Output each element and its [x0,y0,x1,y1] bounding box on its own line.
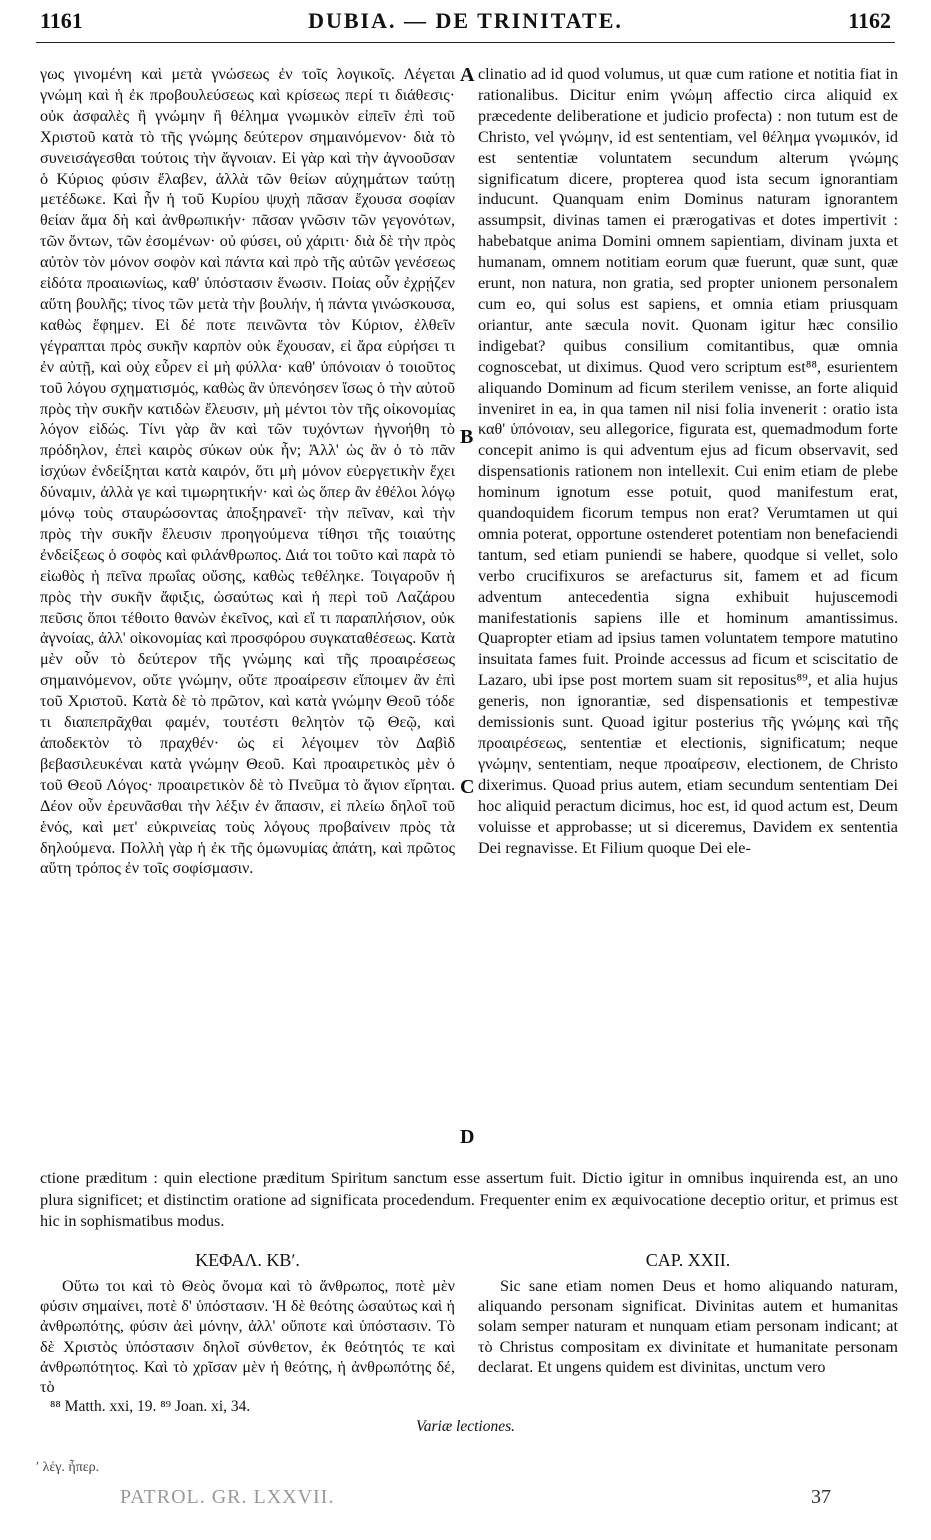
chapter-heading-latin: CAP. XXII. [645,1250,731,1270]
footnotes: ⁸⁸ Matth. xxi, 19. ⁸⁹ Joan. xi, 34. [50,1398,251,1415]
latin-text: clinatio ad id quod volumus, ut quæ cum ratione et notitia fiat in rationalibus. Dicitur enim γνώμη affectio circa aliquid ex præcedente deliberatione et judicio profecta) : non tutum est de Christo, vel γνώμην, id est sententiam, vel θέλημα γνωμικόν, id est sententiæ voluntatem secundum alterum γνώμης significatum dicere, propterea quod ista secum ignorantiam inducunt. Quanquam enim Dominus naturam ignorantem assumpsit, divinas tamen ei prærogativas et dotes impertivit : habebatque anima Domini omnem sapientiam, divinam juxta et humanam, omnem notitiam eorum quæ fuerunt, quæ sunt, quæ erunt, non natura, non gratia, sed propter unionem personalem cum eo, qui solus est sapiens, et omnia etiam priusquam oriantur, ante sæcula novit. Quonam igitur hæc consilio indigebat? quibus consilium comitantibus, quæ omnia cognoscebat, ut diximus. Quod vero scriptum est⁸⁸, esurientem aliquando Dominum ad ficum sterilem venisse, an forte aliquid inveniret in ea, in qua tamen nil nisi folia invenerit : oratio ista καθ' ὑπόνοιαν, seu allegorice, figurata est, quemadmodum forte concepit animo is qui adventum ejus ad ficum observavit, sed dispensationis rationem non intellexit. Cui enim etiam de plebe hominum ignotum esse potuit, quod manifestum erat, quandoquidem ficorum tempus non erat? Verumtamen ut qui omnia poterat, opportune ostenderet potentiam non benefaciendi tantum, sed etiam puniendi se habere, quodque si vellet, solo verbo crucifixuros se arefacturus sit, famem et ad ficum adventum antecedentia signa exhibuit hujuscemodi manifestationis sapiens ille et hominum amantissimus. Quapropter etiam ad ipsius tamen voluntatem tempore matutino insuitata fames fuit. Proinde accessus ad ficum et sciscitatio de Lazaro, ubi ipse post mortem suam sit repositus⁸⁹, et alia hujus generis, non ignorantiæ, sed dispensationis et tempestivæ demissionis sunt. Quoad igitur posterius τῆς γνώμης καὶ τῆς προαιρέσεως, sententiæ et electionis, significatum; neque γνώμην, sententiam, neque προαίρεσιν, electionem, de Christo dixerimus. Quoad prius autem, etiam secundum sententiam Dei hoc aliquid peractum dicimus, hoc est, id quod actum est, Deum voluisse et approbasse; ut si diceremus, Davidem ex sententia Dei regnavisse. Et Filium quoque Dei ele- [478,65,898,857]
header-title: DUBIA. — DE TRINITATE. [308,8,623,33]
page-number-left: 1161 [40,8,83,33]
header-rule [36,42,895,43]
margin-letter-b: B [460,426,474,448]
signature-mark: PATROL. GR. LXXVII. [120,1486,335,1508]
full-width-paragraph: ctione præditum : quin electione præditum Spiritum sanctum esse assertum fuit. Dictio igitur in omnibus inquirenda est, an uno plura significet; et distinctim oratione ad significata procedendum. Frequenter enim ex æquivocatione deceptio oritur, et primus est hic in sophismatibus modus. [40,1169,898,1230]
latin-column [478,64,898,858]
chapter-heading-greek: ΚΕΦΑΛ. ΚΒʹ. [195,1250,300,1270]
margin-letter-d: D [460,1126,475,1148]
chapter-latin-text: Sic sane etiam nomen Deus et homo aliquando naturam, aliquando personam significat. Divinitas autem et humanitas solam semper naturam et nunquam etiam personam indicant; at τὸ Christus compositam ex divinitate et humanitate personam declarat. Et ungens quidem est divinitas, unctum vero [478,1277,898,1376]
chapter-greek-text: Οὕτω τοι καὶ τὸ Θεὸς ὄνομα καὶ τὸ ἄνθρωπος, ποτὲ μὲν φύσιν σημαίνει, ποτὲ δ' ὑπόστασιν. Ἡ δὲ θεότης ὡσαύτως καὶ ἡ ἀνθρωπότης, φύσιν ἀεὶ μόνην, ἀλλ' οὔποτε καὶ ὑπόστασιν. Τὸ δὲ Χριστὸς ὑπόστασιν δηλοῖ σύνθετον, ἐκ θεότητός τε καὶ ἀνθρωπότητος. Καὶ τὸ χρῖσαν μὲν ἡ θεότης, ἡ ἀνθρωπότης δέ, τὸ [40,1277,455,1397]
folio-number: 37 [811,1486,831,1508]
greek-text: γως γινομένη καὶ μετὰ γνώσεως ἐν τοῖς λογικοῖς. Λέγεται γνώμη καὶ ἡ ἐκ προβουλεύσεως καὶ κρίσεως περί τι διάθεσις· οὐκ ἀσφαλὲς ἢ γνώμην ἢ θέλημα γνωμικὸν εἰπεῖν ἐπὶ τοῦ Χριστοῦ κατὰ τὸ τῆς γνώμης δεύτερον σημαινόμενον· διὰ τὸ συνεισάγεσθαι τούτοις τὴν ἄγνοιαν. Εἰ γὰρ καὶ τὴν ἀγνοοῦσαν ὁ Κύριος φύσιν ἔλαβεν, ἀλλὰ τῶν θείων αὐχημάτων ταύτῃ μετέδωκε. Καὶ ἦν ἡ τοῦ Κυρίου ψυχὴ πᾶσαν ἔχουσα σοφίαν θείαν ἅμα δὴ καὶ ἀνθρωπικήν· πᾶσαν γνῶσιν τῶν γεγονότων, τῶν ὄντων, τῶν ἐσομένων· οὐ φύσει, οὐ χάριτι· διὰ δὲ τὴν πρὸς αὐτὸν τὸν μόνον σοφὸν καὶ πάντα καὶ πρὸ τῆς αὐτῶν γενέσεως εἰδότα προαιωνίως, καθ' ὑπόστασιν ἕνωσιν. Ποίας οὖν ἐχρῄζεν αὕτη βουλῆς; τίνος τῶν μετὰ τὴν βουλήν, ἡ πάντα γινώσκουσα, καθὼς ἔφημεν. Εἰ δέ ποτε πεινῶντα τὸν Κύριον, ἐλθεῖν γέγραπται πρὸς συκῆν καρπὸν οὐκ ἔχουσαν, εἰ ἄρα εὑρήσει τι ἐν αὐτῇ, καὶ οὐχ εὗρεν εἰ μὴ φύλλα· καθ' ὑπόνοιαν ὁ τοιοῦτος τοῦ λόγου σχηματισμός, καθὼς ἂν ὑπενόησεν ἴσως ὁ τὴν αὐτοῦ πρὸς τὴν συκῆν κατιδὼν ἔλευσιν, μὴ μέντοι τὸν τῆς οἰκονομίας λόγον εἰδώς. Τίνι γὰρ ἂν καὶ τῶν τυχόντων ἠγνοήθη τὸ πρόδηλον, ἐπεὶ καιρὸς σύκων οὐκ ἦν; Ἀλλ' ὡς ἂν ὁ τὸ πᾶν ἰσχύων ἐνδείξηται κατὰ καιρόν, ὅτι μὴ μόνον εὐεργετικὴν ἔχει δύναμιν, ἀλλὰ γε καὶ τιμωρητικήν· καὶ ὡς ὅπερ ἂν ἐθέλοι λόγῳ μόνῳ τοὺς σταυρώσοντας ἀποξηρανεῖ· τὴν πεῖναν, καὶ τὴν πρὸς τὴν συκῆν ἔλευσιν προηγούμενα τίθησι τῆς τοιαύτης ἐνδείξεως ὁ σοφὸς καὶ φιλάνθρωπος. Διά τοι τοῦτο καὶ παρὰ τὸ εἰωθὸς ἡ πεῖνα πρωΐας οὔσης, καθὼς τεθέληκε. Τοιγαροῦν ἡ πρὸς τὴν συκῆν ἄφιξις, ὡσαύτως καὶ ἡ περὶ τοῦ Λαζάρου πεῦσις ὅποι τέθοιτο θανὼν ἐκεῖνος, καὶ εἴ τι παραπλήσιον, οὐκ ἀγνοίας, ἀλλ' οἰκονομίας καὶ προσφόρου συγκαταθέσεως. Κατὰ μὲν οὖν τὸ δεύτερον τῆς γνώμης καὶ τῆς προαιρέσεως σημαινόμενον, οὔτε γνώμην, οὔτε προαίρεσιν εἴποιμεν ἂν ἐπὶ τοῦ Χριστοῦ. Κατὰ δὲ τὸ πρῶτον, καὶ κατὰ γνώμην Θεοῦ τόδε τι διαπεπρᾶχθαι φαμέν, τουτέστι θελητὸν τῷ Θεῷ, καὶ ἀποδεκτὸν τὸ πραχθέν· ὡς εἰ λέγοιμεν τὸν Δαβὶδ βεβασιλευκέναι κατὰ γνώμην Θεοῦ. Καὶ προαιρετικὸς μὲν ὁ τοῦ Θεοῦ Λόγος· προαιρετικὸν δὲ τὸ Πνεῦμα τὸ ἅγιον εἴρηται. Δέον οὖν ἐρευνᾶσθαι τὴν λέξιν ἐν ἅπασιν, εἰ πλείω δηλοῖ τοῦ ἑνός, καὶ μετ' εὐκρινείας τοὺς λόγους προβαίνειν πρὸς τὰ δηλούμενα. Πολλὴ γὰρ ἡ ἐκ τῆς ὁμωνυμίας ἀπάτη, καὶ πρῶτος αὕτη τρόπος ἐν τοῖς σοφίσμασιν. [40,65,455,878]
page-number-right: 1162 [848,8,891,33]
margin-letter-c: C [460,776,475,798]
variant-note: ʹ λέγ. ἦπερ. [36,1460,100,1475]
running-header [40,8,891,38]
variae-lectiones-heading: Variæ lectiones. [415,1418,516,1435]
margin-letter-a: A [460,64,475,86]
greek-column [40,64,455,879]
